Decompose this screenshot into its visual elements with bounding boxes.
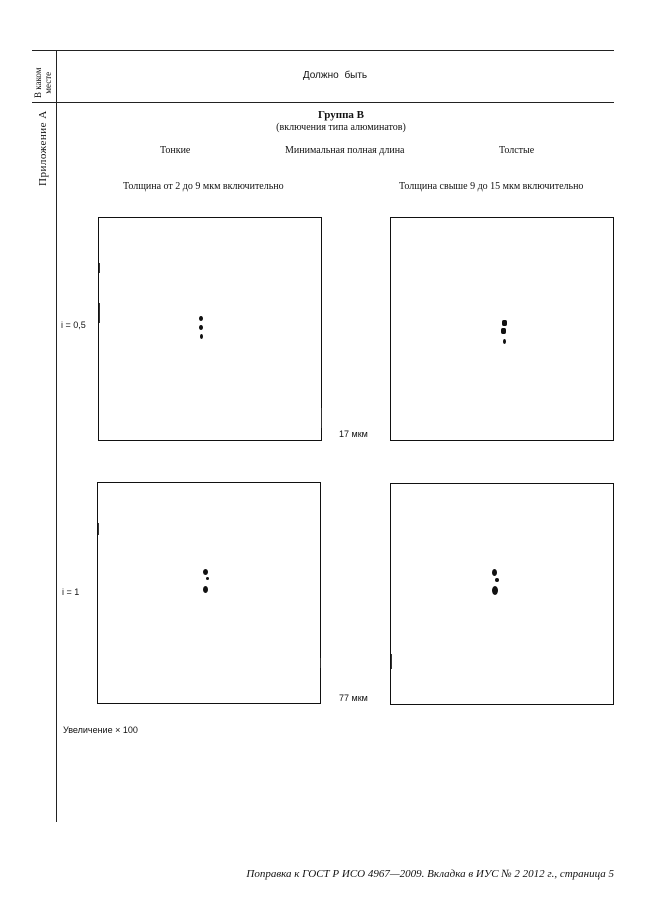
group-title: Группа В [317, 109, 365, 121]
micrograph-thin-i-1 [97, 482, 321, 704]
should-be-heading: Должно быть [302, 70, 368, 81]
row-label-i-1 [62, 587, 79, 597]
magnification-note: Увеличение × 100 [63, 725, 138, 735]
panel-edge-mark [391, 654, 392, 669]
inclusion-particle [200, 334, 203, 339]
footer-note: Поправка к ГОСТ Р ИСО 4967—2009. Вкладка в ИУС № 2 2012 г., страница 5 [246, 868, 614, 880]
inclusion-particle [492, 586, 498, 595]
column-thin-heading: Тонкие [160, 145, 191, 156]
inclusion-particle [199, 316, 203, 321]
header-divider [32, 102, 614, 103]
top-border [32, 50, 614, 51]
inclusion-particle [495, 578, 499, 582]
group-subtitle: (включения типа алюминатов) [276, 122, 406, 133]
inclusion-particle [203, 586, 208, 593]
appendix-label: Приложение А [37, 110, 49, 186]
location-header-cell [33, 68, 53, 98]
column-thick-heading: Толстые [499, 145, 535, 156]
thin-thickness-range: Толщина от 2 до 9 мкм включительно [123, 181, 284, 192]
thick-thickness-range: Толщина свыше 9 до 15 мкм включительно [399, 181, 584, 192]
inclusion-particle [203, 569, 208, 575]
inclusion-particle [501, 328, 506, 334]
panel-edge-mark [99, 263, 100, 273]
inclusion-particle [199, 325, 203, 330]
location-label-line1: В каком [33, 67, 43, 98]
inclusion-particle [206, 577, 209, 580]
inclusion-particle [502, 320, 507, 326]
row-label-i-0-5 [61, 320, 86, 330]
micrograph-thick-i-1 [390, 483, 614, 705]
panel-edge-mark [320, 658, 321, 668]
location-label-line2: месте [43, 71, 53, 94]
micrograph-thick-i-0-5 [390, 217, 614, 441]
micrograph-thin-i-0-5 [98, 217, 322, 441]
panel-edge-mark [98, 523, 99, 535]
left-column-divider [56, 50, 57, 822]
length-17: 17 мкм [339, 429, 368, 439]
inclusion-particle [492, 569, 497, 576]
row-label-text: i = 1 [62, 587, 80, 597]
panel-edge-mark [321, 408, 322, 428]
inclusion-particle [503, 339, 506, 344]
column-min-length-heading: Минимальная полная длина [285, 145, 405, 156]
length-77: 77 мкм [339, 693, 368, 703]
panel-edge-mark [99, 303, 100, 323]
row-label-text: i = 0,5 [61, 320, 86, 330]
